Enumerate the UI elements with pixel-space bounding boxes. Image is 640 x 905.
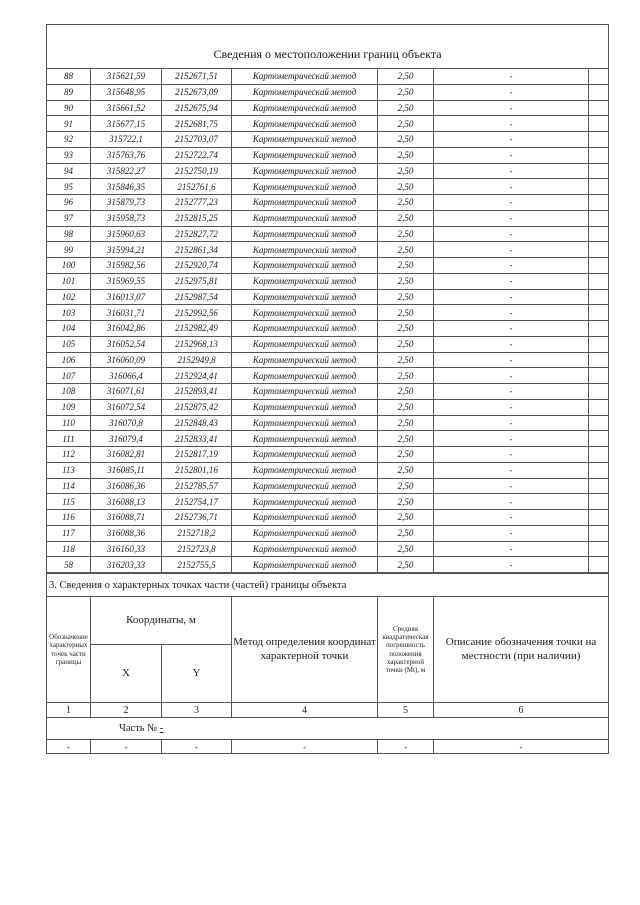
x-coordinate-cell: 315722,1	[91, 132, 162, 148]
description-cell: -	[434, 336, 589, 352]
extra-cell	[589, 462, 609, 478]
extra-cell	[589, 510, 609, 526]
point-number-cell: 96	[47, 195, 91, 211]
point-number-cell: 103	[47, 305, 91, 321]
accuracy-cell: 2,50	[378, 352, 434, 368]
x-coordinate-cell: 316160,33	[91, 541, 162, 557]
description-cell: -	[434, 384, 589, 400]
y-coordinate-cell: 2152777,23	[162, 195, 232, 211]
point-number-cell: 100	[47, 258, 91, 274]
description-cell: -	[434, 462, 589, 478]
method-cell: Картометрический метод	[232, 415, 378, 431]
point-number-cell: 98	[47, 226, 91, 242]
column-number: 4	[232, 703, 378, 718]
description-cell: -	[434, 305, 589, 321]
section-title-row	[47, 25, 609, 69]
description-cell: -	[434, 242, 589, 258]
table-row	[47, 258, 609, 274]
x-coordinate-cell: 315621,59	[91, 69, 162, 85]
description-cell: -	[434, 478, 589, 494]
extra-cell	[589, 557, 609, 573]
point-number-cell: 104	[47, 321, 91, 337]
table-row	[47, 100, 609, 116]
part-row	[47, 718, 609, 740]
point-number-cell: 99	[47, 242, 91, 258]
method-cell: Картометрический метод	[232, 226, 378, 242]
header-coords: Координаты, м	[91, 597, 232, 645]
table-row	[47, 210, 609, 226]
description-cell: -	[434, 321, 589, 337]
extra-cell	[589, 210, 609, 226]
x-coordinate-cell: 316052,54	[91, 336, 162, 352]
method-cell: Картометрический метод	[232, 431, 378, 447]
extra-cell	[589, 352, 609, 368]
extra-cell	[589, 132, 609, 148]
point-number-cell: 97	[47, 210, 91, 226]
y-coordinate-cell: 2152992,56	[162, 305, 232, 321]
method-cell: Картометрический метод	[232, 557, 378, 573]
y-coordinate-cell: 2152801,16	[162, 462, 232, 478]
description-cell: -	[434, 447, 589, 463]
point-number-cell: 107	[47, 368, 91, 384]
description-cell: -	[434, 399, 589, 415]
method-cell: Картометрический метод	[232, 447, 378, 463]
part-label: Часть №	[119, 723, 158, 734]
method-cell: Картометрический метод	[232, 494, 378, 510]
method-cell: Картометрический метод	[232, 116, 378, 132]
method-cell: Картометрический метод	[232, 321, 378, 337]
table-row	[47, 336, 609, 352]
accuracy-cell: 2,50	[378, 147, 434, 163]
accuracy-cell: 2,50	[378, 478, 434, 494]
accuracy-cell: 2,50	[378, 447, 434, 463]
extra-cell	[589, 321, 609, 337]
method-cell: Картометрический метод	[232, 384, 378, 400]
y-coordinate-cell: 2152949,8	[162, 352, 232, 368]
column-number: 1	[47, 703, 91, 718]
y-coordinate-cell: 2152817,19	[162, 447, 232, 463]
x-coordinate-cell: 315648,95	[91, 84, 162, 100]
x-coordinate-cell: 315960,63	[91, 226, 162, 242]
accuracy-cell: 2,50	[378, 163, 434, 179]
x-coordinate-cell: 316203,33	[91, 557, 162, 573]
table-row	[47, 273, 609, 289]
description-cell: -	[434, 431, 589, 447]
method-cell: Картометрический метод	[232, 163, 378, 179]
table-row	[47, 289, 609, 305]
accuracy-cell: 2,50	[378, 431, 434, 447]
empty-cell: -	[47, 740, 91, 754]
description-cell: -	[434, 163, 589, 179]
y-coordinate-cell: 2152861,34	[162, 242, 232, 258]
x-coordinate-cell: 316085,11	[91, 462, 162, 478]
method-cell: Картометрический метод	[232, 69, 378, 85]
point-number-cell: 106	[47, 352, 91, 368]
point-number-cell: 89	[47, 84, 91, 100]
accuracy-cell: 2,50	[378, 384, 434, 400]
accuracy-cell: 2,50	[378, 541, 434, 557]
description-cell: -	[434, 69, 589, 85]
table-row	[47, 352, 609, 368]
column-number: 5	[378, 703, 434, 718]
table-row	[47, 147, 609, 163]
y-coordinate-cell: 2152982,49	[162, 321, 232, 337]
extra-cell	[589, 399, 609, 415]
y-coordinate-cell: 2152761,6	[162, 179, 232, 195]
extra-cell	[589, 226, 609, 242]
method-cell: Картометрический метод	[232, 525, 378, 541]
y-coordinate-cell: 2152703,07	[162, 132, 232, 148]
method-cell: Картометрический метод	[232, 273, 378, 289]
description-cell: -	[434, 541, 589, 557]
point-number-cell: 113	[47, 462, 91, 478]
point-number-cell: 95	[47, 179, 91, 195]
x-coordinate-cell: 316072,54	[91, 399, 162, 415]
x-coordinate-cell: 315846,35	[91, 179, 162, 195]
description-cell: -	[434, 84, 589, 100]
extra-cell	[589, 431, 609, 447]
method-cell: Картометрический метод	[232, 179, 378, 195]
accuracy-cell: 2,50	[378, 525, 434, 541]
method-cell: Картометрический метод	[232, 541, 378, 557]
x-coordinate-cell: 315763,76	[91, 147, 162, 163]
point-number-cell: 111	[47, 431, 91, 447]
method-cell: Картометрический метод	[232, 289, 378, 305]
method-cell: Картометрический метод	[232, 399, 378, 415]
method-cell: Картометрический метод	[232, 84, 378, 100]
accuracy-cell: 2,50	[378, 84, 434, 100]
description-cell: -	[434, 132, 589, 148]
empty-row	[47, 740, 609, 754]
point-number-cell: 116	[47, 510, 91, 526]
extra-cell	[589, 69, 609, 85]
boundary-table	[46, 24, 609, 573]
column-number: 6	[434, 703, 609, 718]
extra-cell	[589, 415, 609, 431]
method-cell: Картометрический метод	[232, 210, 378, 226]
accuracy-cell: 2,50	[378, 415, 434, 431]
description-cell: -	[434, 557, 589, 573]
point-number-cell: 105	[47, 336, 91, 352]
table-row	[47, 368, 609, 384]
accuracy-cell: 2,50	[378, 242, 434, 258]
description-cell: -	[434, 179, 589, 195]
x-coordinate-cell: 315958,73	[91, 210, 162, 226]
extra-cell	[589, 195, 609, 211]
accuracy-cell: 2,50	[378, 195, 434, 211]
section3-title: 3. Сведения о характерных точках части (частей) границы объекта	[47, 574, 609, 597]
method-cell: Картометрический метод	[232, 305, 378, 321]
point-number-cell: 90	[47, 100, 91, 116]
point-number-cell: 58	[47, 557, 91, 573]
extra-cell	[589, 368, 609, 384]
point-number-cell: 92	[47, 132, 91, 148]
table-row	[47, 557, 609, 573]
method-cell: Картометрический метод	[232, 352, 378, 368]
y-coordinate-cell: 2152750,19	[162, 163, 232, 179]
table-row	[47, 179, 609, 195]
x-coordinate-cell: 315661,52	[91, 100, 162, 116]
empty-cell: -	[434, 740, 609, 754]
extra-cell	[589, 147, 609, 163]
x-coordinate-cell: 315994,21	[91, 242, 162, 258]
table-row	[47, 415, 609, 431]
extra-cell	[589, 100, 609, 116]
y-coordinate-cell: 2152833,41	[162, 431, 232, 447]
method-cell: Картометрический метод	[232, 478, 378, 494]
accuracy-cell: 2,50	[378, 273, 434, 289]
y-coordinate-cell: 2152893,41	[162, 384, 232, 400]
table-row	[47, 321, 609, 337]
extra-cell	[589, 273, 609, 289]
accuracy-cell: 2,50	[378, 399, 434, 415]
x-coordinate-cell: 316088,36	[91, 525, 162, 541]
y-coordinate-cell: 2152736,71	[162, 510, 232, 526]
y-coordinate-cell: 2152815,25	[162, 210, 232, 226]
y-coordinate-cell: 2152920,74	[162, 258, 232, 274]
table-row	[47, 226, 609, 242]
y-coordinate-cell: 2152718,2	[162, 525, 232, 541]
extra-cell	[589, 494, 609, 510]
description-cell: -	[434, 352, 589, 368]
point-number-cell: 101	[47, 273, 91, 289]
x-coordinate-cell: 316066,4	[91, 368, 162, 384]
table-row	[47, 510, 609, 526]
section3-title-row	[47, 574, 609, 597]
point-number-cell: 88	[47, 69, 91, 85]
accuracy-cell: 2,50	[378, 132, 434, 148]
x-coordinate-cell: 315822,27	[91, 163, 162, 179]
table-row	[47, 384, 609, 400]
table-row	[47, 525, 609, 541]
extra-cell	[589, 242, 609, 258]
point-number-cell: 93	[47, 147, 91, 163]
point-number-cell: 118	[47, 541, 91, 557]
y-coordinate-cell: 2152681,75	[162, 116, 232, 132]
extra-cell	[589, 84, 609, 100]
point-number-cell: 102	[47, 289, 91, 305]
header-method: Метод определения координат характерной точки	[232, 597, 378, 703]
description-cell: -	[434, 195, 589, 211]
point-number-cell: 108	[47, 384, 91, 400]
x-coordinate-cell: 316042,86	[91, 321, 162, 337]
y-coordinate-cell: 2152785,57	[162, 478, 232, 494]
header-row-1	[47, 597, 609, 645]
accuracy-cell: 2,50	[378, 368, 434, 384]
accuracy-cell: 2,50	[378, 100, 434, 116]
table-row	[47, 116, 609, 132]
table-row	[47, 447, 609, 463]
description-cell: -	[434, 273, 589, 289]
header-x: X	[91, 645, 162, 703]
table-row	[47, 69, 609, 85]
description-cell: -	[434, 100, 589, 116]
description-cell: -	[434, 510, 589, 526]
point-number-cell: 115	[47, 494, 91, 510]
header-accuracy: Средняя квадратическая погрешность положения характерной точки (Mt), м	[378, 597, 434, 703]
extra-cell	[589, 478, 609, 494]
method-cell: Картометрический метод	[232, 336, 378, 352]
x-coordinate-cell: 316088,13	[91, 494, 162, 510]
y-coordinate-cell: 2152975,81	[162, 273, 232, 289]
table-row	[47, 84, 609, 100]
extra-cell	[589, 116, 609, 132]
x-coordinate-cell: 316082,81	[91, 447, 162, 463]
header-point: Обозначение характерных точек части границы	[47, 597, 91, 703]
accuracy-cell: 2,50	[378, 179, 434, 195]
description-cell: -	[434, 289, 589, 305]
part-value: -	[159, 723, 164, 734]
extra-cell	[589, 541, 609, 557]
extra-cell	[589, 525, 609, 541]
point-number-cell: 109	[47, 399, 91, 415]
accuracy-cell: 2,50	[378, 116, 434, 132]
method-cell: Картометрический метод	[232, 100, 378, 116]
x-coordinate-cell: 316013,07	[91, 289, 162, 305]
empty-cell: -	[91, 740, 162, 754]
y-coordinate-cell: 2152987,54	[162, 289, 232, 305]
table-row	[47, 163, 609, 179]
method-cell: Картометрический метод	[232, 368, 378, 384]
method-cell: Картометрический метод	[232, 242, 378, 258]
x-coordinate-cell: 316060,09	[91, 352, 162, 368]
x-coordinate-cell: 315879,73	[91, 195, 162, 211]
point-number-cell: 112	[47, 447, 91, 463]
accuracy-cell: 2,50	[378, 494, 434, 510]
table-row	[47, 462, 609, 478]
table-row	[47, 132, 609, 148]
accuracy-cell: 2,50	[378, 305, 434, 321]
extra-cell	[589, 258, 609, 274]
table-row	[47, 305, 609, 321]
y-coordinate-cell: 2152875,42	[162, 399, 232, 415]
extra-cell	[589, 305, 609, 321]
part-cell	[47, 718, 609, 740]
table-row	[47, 399, 609, 415]
description-cell: -	[434, 525, 589, 541]
extra-cell	[589, 447, 609, 463]
parts-table	[46, 573, 609, 754]
empty-cell: -	[162, 740, 232, 754]
table-row	[47, 478, 609, 494]
y-coordinate-cell: 2152673,09	[162, 84, 232, 100]
accuracy-cell: 2,50	[378, 510, 434, 526]
y-coordinate-cell: 2152755,5	[162, 557, 232, 573]
section-title: Сведения о местоположении границ объекта	[47, 25, 609, 69]
x-coordinate-cell: 316079,4	[91, 431, 162, 447]
method-cell: Картометрический метод	[232, 195, 378, 211]
column-number: 2	[91, 703, 162, 718]
x-coordinate-cell: 316088,71	[91, 510, 162, 526]
description-cell: -	[434, 258, 589, 274]
y-coordinate-cell: 2152675,94	[162, 100, 232, 116]
extra-cell	[589, 289, 609, 305]
column-number: 3	[162, 703, 232, 718]
accuracy-cell: 2,50	[378, 321, 434, 337]
accuracy-cell: 2,50	[378, 226, 434, 242]
accuracy-cell: 2,50	[378, 69, 434, 85]
method-cell: Картометрический метод	[232, 132, 378, 148]
y-coordinate-cell: 2152968,13	[162, 336, 232, 352]
y-coordinate-cell: 2152827,72	[162, 226, 232, 242]
table-row	[47, 242, 609, 258]
point-number-cell: 94	[47, 163, 91, 179]
description-cell: -	[434, 368, 589, 384]
accuracy-cell: 2,50	[378, 336, 434, 352]
column-numbers-row	[47, 703, 609, 718]
point-number-cell: 117	[47, 525, 91, 541]
point-number-cell: 114	[47, 478, 91, 494]
description-cell: -	[434, 494, 589, 510]
accuracy-cell: 2,50	[378, 258, 434, 274]
x-coordinate-cell: 316086,36	[91, 478, 162, 494]
extra-cell	[589, 163, 609, 179]
accuracy-cell: 2,50	[378, 557, 434, 573]
y-coordinate-cell: 2152754,17	[162, 494, 232, 510]
description-cell: -	[434, 210, 589, 226]
y-coordinate-cell: 2152671,51	[162, 69, 232, 85]
x-coordinate-cell: 316070,8	[91, 415, 162, 431]
y-coordinate-cell: 2152723,8	[162, 541, 232, 557]
boundary-sheet	[46, 24, 608, 754]
x-coordinate-cell: 316031,71	[91, 305, 162, 321]
method-cell: Картометрический метод	[232, 462, 378, 478]
method-cell: Картометрический метод	[232, 510, 378, 526]
empty-cell: -	[378, 740, 434, 754]
description-cell: -	[434, 116, 589, 132]
table-row	[47, 541, 609, 557]
table-row	[47, 431, 609, 447]
table-row	[47, 195, 609, 211]
point-number-cell: 91	[47, 116, 91, 132]
header-description: Описание обозначения точки на местности (при наличии)	[434, 597, 609, 703]
extra-cell	[589, 179, 609, 195]
description-cell: -	[434, 147, 589, 163]
y-coordinate-cell: 2152722,74	[162, 147, 232, 163]
x-coordinate-cell: 315969,55	[91, 273, 162, 289]
x-coordinate-cell: 316071,61	[91, 384, 162, 400]
description-cell: -	[434, 415, 589, 431]
accuracy-cell: 2,50	[378, 210, 434, 226]
description-cell: -	[434, 226, 589, 242]
table-row	[47, 494, 609, 510]
method-cell: Картометрический метод	[232, 147, 378, 163]
accuracy-cell: 2,50	[378, 462, 434, 478]
x-coordinate-cell: 315982,56	[91, 258, 162, 274]
header-y: Y	[162, 645, 232, 703]
x-coordinate-cell: 315677,15	[91, 116, 162, 132]
extra-cell	[589, 384, 609, 400]
empty-cell: -	[232, 740, 378, 754]
method-cell: Картометрический метод	[232, 258, 378, 274]
accuracy-cell: 2,50	[378, 289, 434, 305]
y-coordinate-cell: 2152848,43	[162, 415, 232, 431]
point-number-cell: 110	[47, 415, 91, 431]
y-coordinate-cell: 2152924,41	[162, 368, 232, 384]
extra-cell	[589, 336, 609, 352]
